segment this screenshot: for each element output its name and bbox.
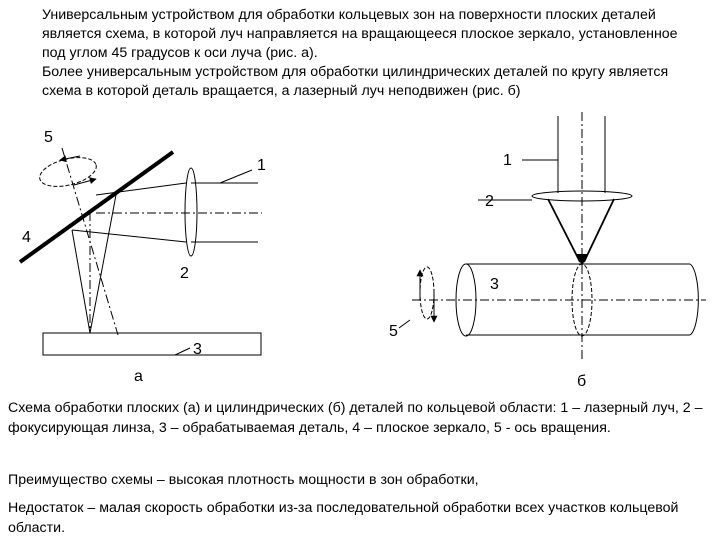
cone-left — [548, 199, 580, 262]
ray-down-left — [72, 230, 90, 333]
figure-a — [20, 129, 266, 385]
label-2-b: 2 — [485, 193, 494, 210]
label-4-a: 4 — [22, 229, 31, 246]
label-1-a: 1 — [257, 157, 266, 174]
focusing-lens-a — [185, 168, 197, 256]
figure-b-label: б — [577, 373, 587, 390]
workpiece-a — [43, 333, 261, 355]
figure-b — [389, 112, 706, 390]
intro-paragraph-2: Более универсальным устройством для обработки цилиндрических деталей по кругу является схема в которой деталь вращается, а лазерный луч неподвижен (рис. б) — [42, 64, 669, 99]
figure-a-label: а — [134, 368, 143, 385]
label-3-b: 3 — [490, 276, 499, 293]
ray-to-mirror-upper — [96, 183, 186, 195]
rotation-ellipse-b — [420, 267, 434, 319]
advantage-text: Преимущество схемы – высокая плотность мощности в зон обработки, — [8, 472, 479, 488]
intro-paragraph-1: Универсальным устройством для обработки кольцевых зон на поверхности плоских деталей является схема, в которой луч направляется на вращающееся плоское зеркало, установленное под углом 45 градусов к оси луча (рис. а). — [42, 7, 678, 61]
leader-1-a — [220, 170, 252, 183]
ray-to-mirror-lower — [72, 230, 186, 242]
leader-5-b — [399, 320, 410, 328]
leader-3-a — [175, 348, 190, 355]
disadvantage-text: Недостаток – малая скорость обработки из-за последовательной обработки всех участков кольцевой области. — [8, 500, 679, 536]
label-1-b: 1 — [503, 152, 512, 169]
ray-down-right — [90, 195, 116, 333]
cone-right — [584, 199, 614, 262]
label-5-a: 5 — [44, 129, 53, 146]
figure-caption: Схема обработки плоских (а) и цилиндрических (б) деталей по кольцевой области: 1 – лазерный луч, 2 – фокусирующая линза, 3 – обрабатываемая деталь, 4 – плоское зеркало, 5 - ось вращения. — [8, 400, 703, 436]
label-2-a: 2 — [180, 265, 189, 282]
rotation-arrow-bottom — [74, 179, 96, 185]
label-5-b: 5 — [389, 323, 398, 340]
label-3-a: 3 — [193, 341, 202, 358]
